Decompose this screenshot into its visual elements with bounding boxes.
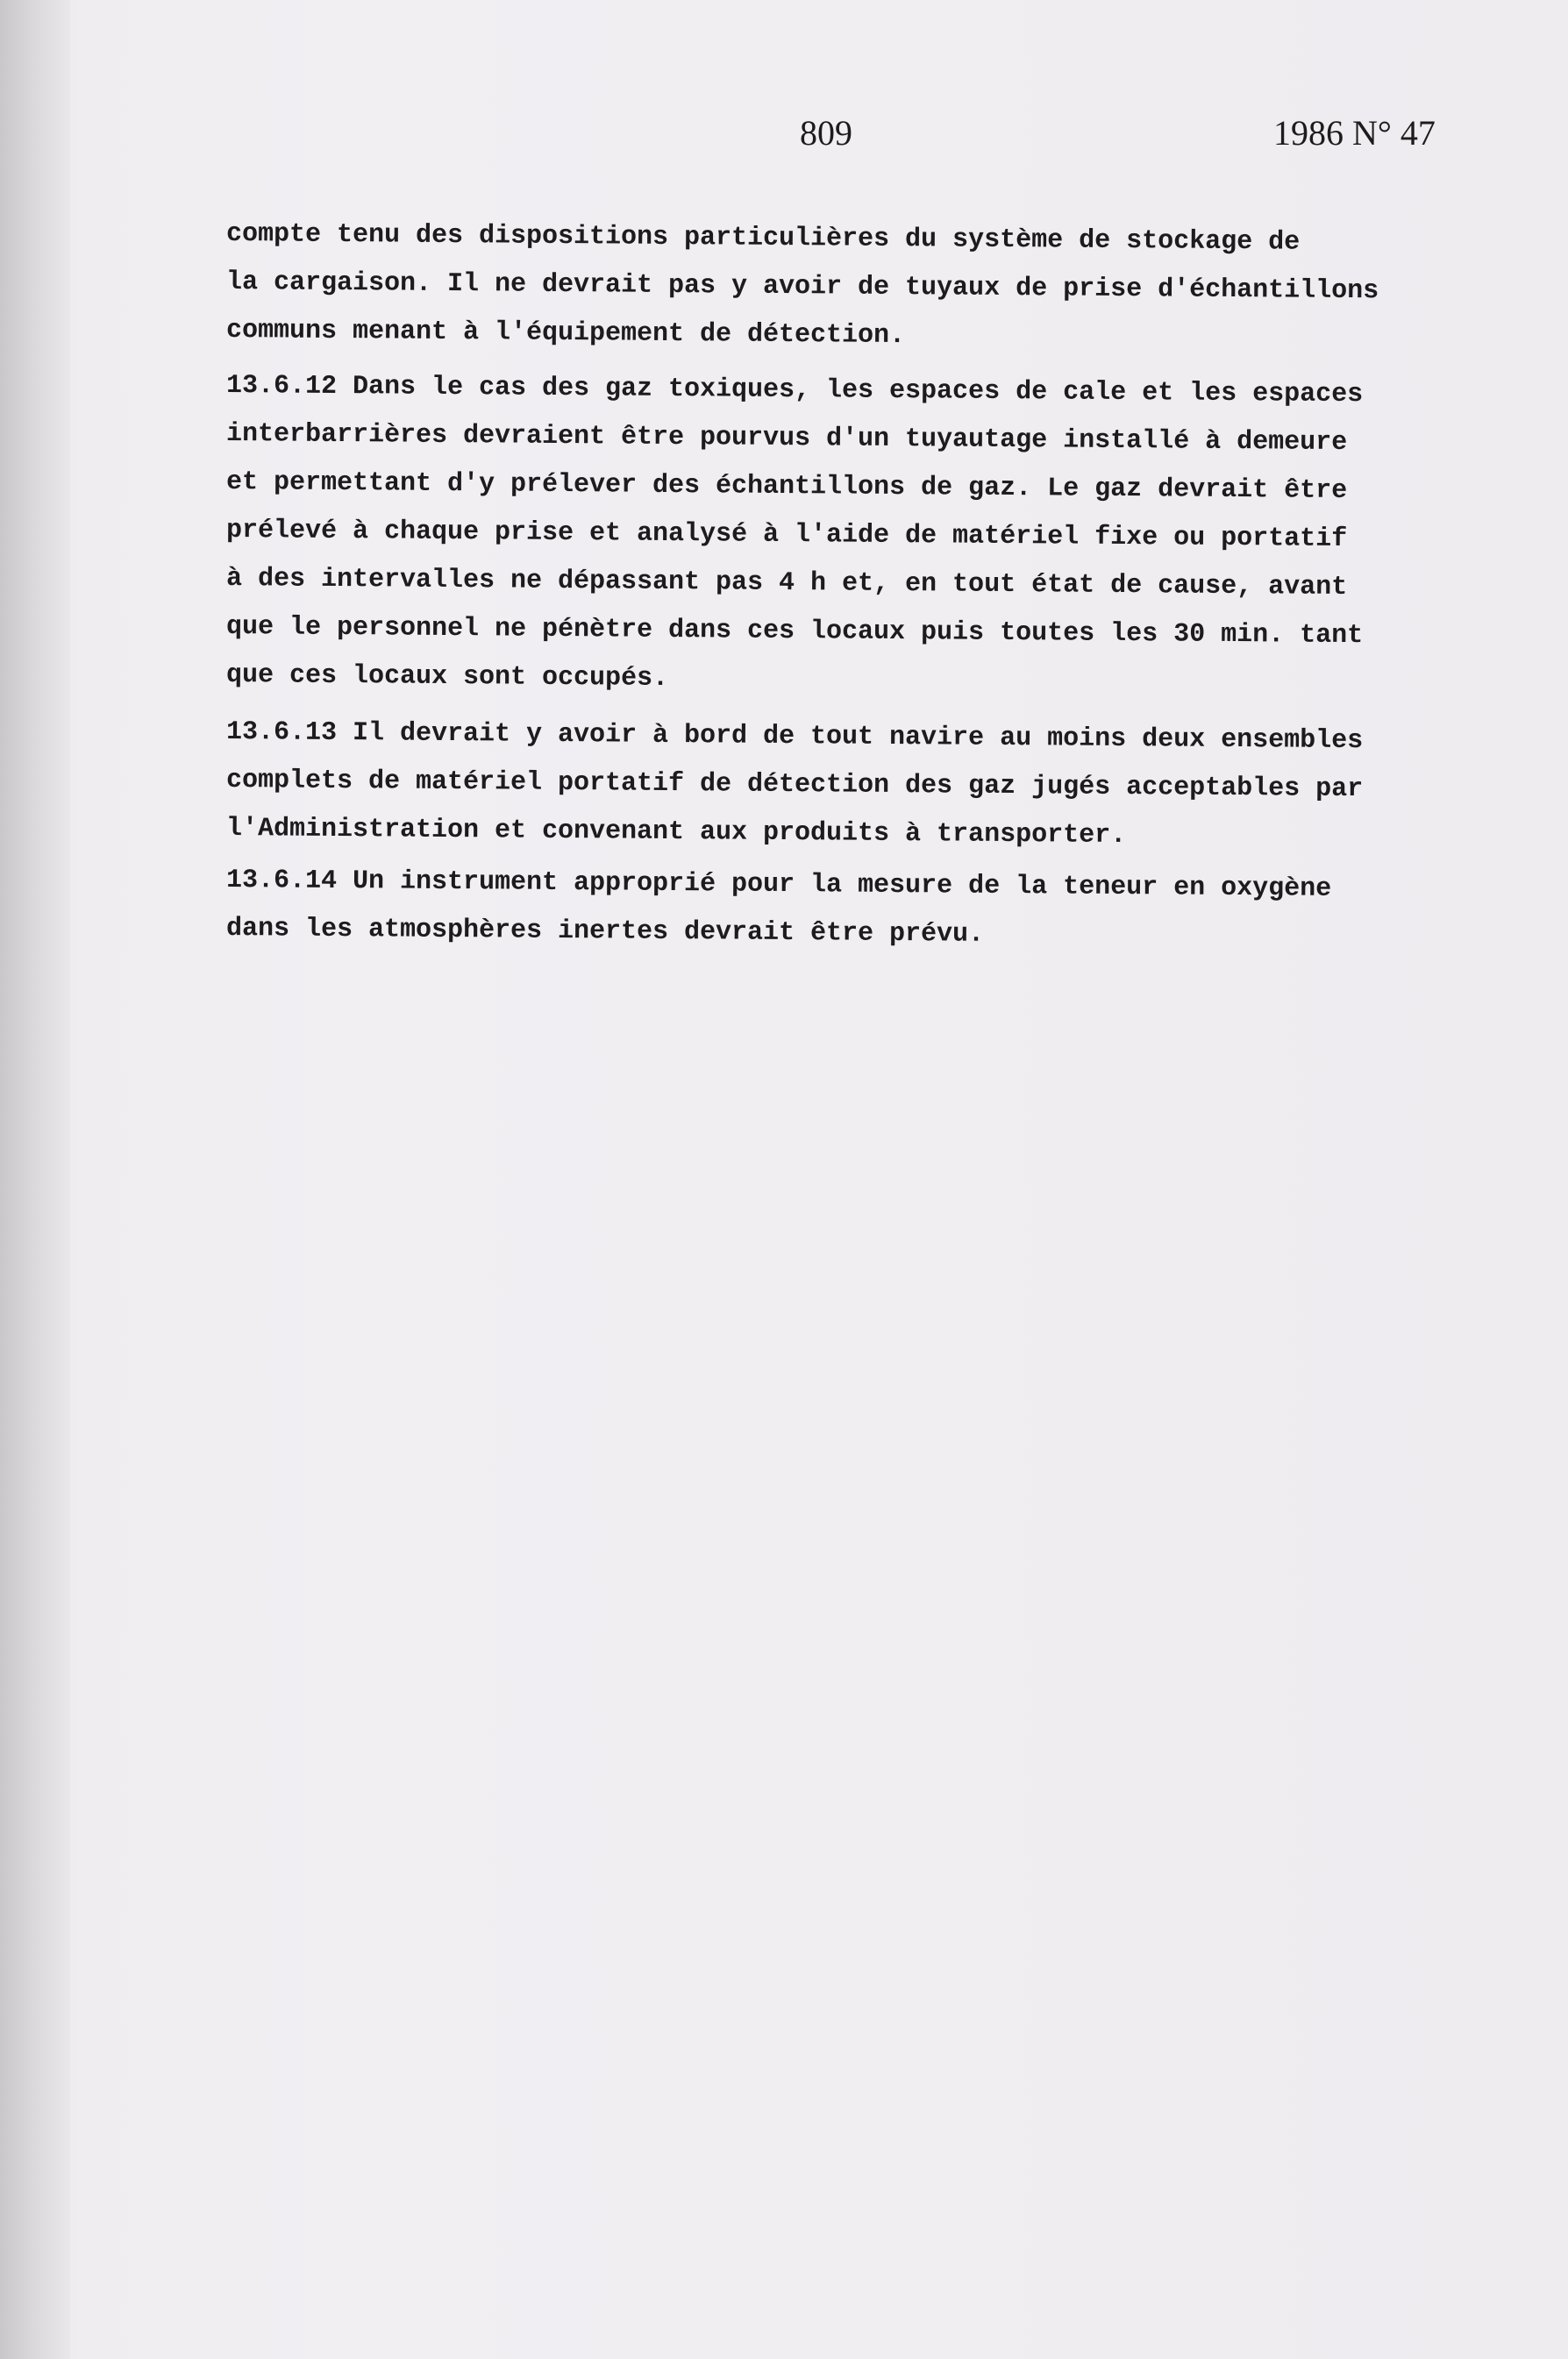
text-line: que le personnel ne pénètre dans ces locaux puis toutes les 30 min. tant <box>225 612 1364 652</box>
text-line: communs menant à l'équipement de détection. <box>225 316 906 352</box>
text-line: 13.6.12 Dans le cas des gaz toxiques, les espaces de cale et les espaces <box>225 371 1364 410</box>
text-line: complets de matériel portatif de détection des gaz jugés acceptables par <box>225 766 1364 805</box>
text-line: la cargaison. Il ne devrait pas y avoir de tuyaux de prise d'échantillons <box>225 267 1379 307</box>
text-line: dans les atmosphères inertes devrait être prévu. <box>225 914 985 950</box>
paragraph-13-6-14 <box>226 857 1428 953</box>
text-line: prélevé à chaque prise et analysé à l'aide de matériel fixe ou portatif <box>225 516 1348 555</box>
body-text <box>226 210 1428 959</box>
paragraph-continuation <box>226 210 1428 355</box>
text-line: interbarrières devraient être pourvus d'un tuyautage installé à demeure <box>225 419 1348 459</box>
text-line: compte tenu des dispositions particulières du système de stockage de <box>225 219 1301 258</box>
text-line: que ces locaux sont occupés. <box>225 660 669 694</box>
text-line: l'Administration et convenant aux produits à transporter. <box>225 814 1127 852</box>
page-number: 809 <box>800 113 852 153</box>
text-line: 13.6.14 Un instrument approprié pour la mesure de la teneur en oxygène <box>225 866 1332 904</box>
journal-reference: 1986 N° 47 <box>1273 113 1436 153</box>
text-line: 13.6.13 Il devrait y avoir à bord de tout navire au moins deux ensembles <box>225 717 1364 757</box>
binding-gutter <box>0 0 70 2359</box>
paragraph-13-6-12 <box>226 362 1428 700</box>
paragraph-13-6-13 <box>226 709 1428 853</box>
text-line: à des intervalles ne dépassant pas 4 h et, en tout état de cause, avant <box>225 564 1348 603</box>
text-line: et permettant d'y prélever des échantillons de gaz. Le gaz devrait être <box>225 467 1348 507</box>
